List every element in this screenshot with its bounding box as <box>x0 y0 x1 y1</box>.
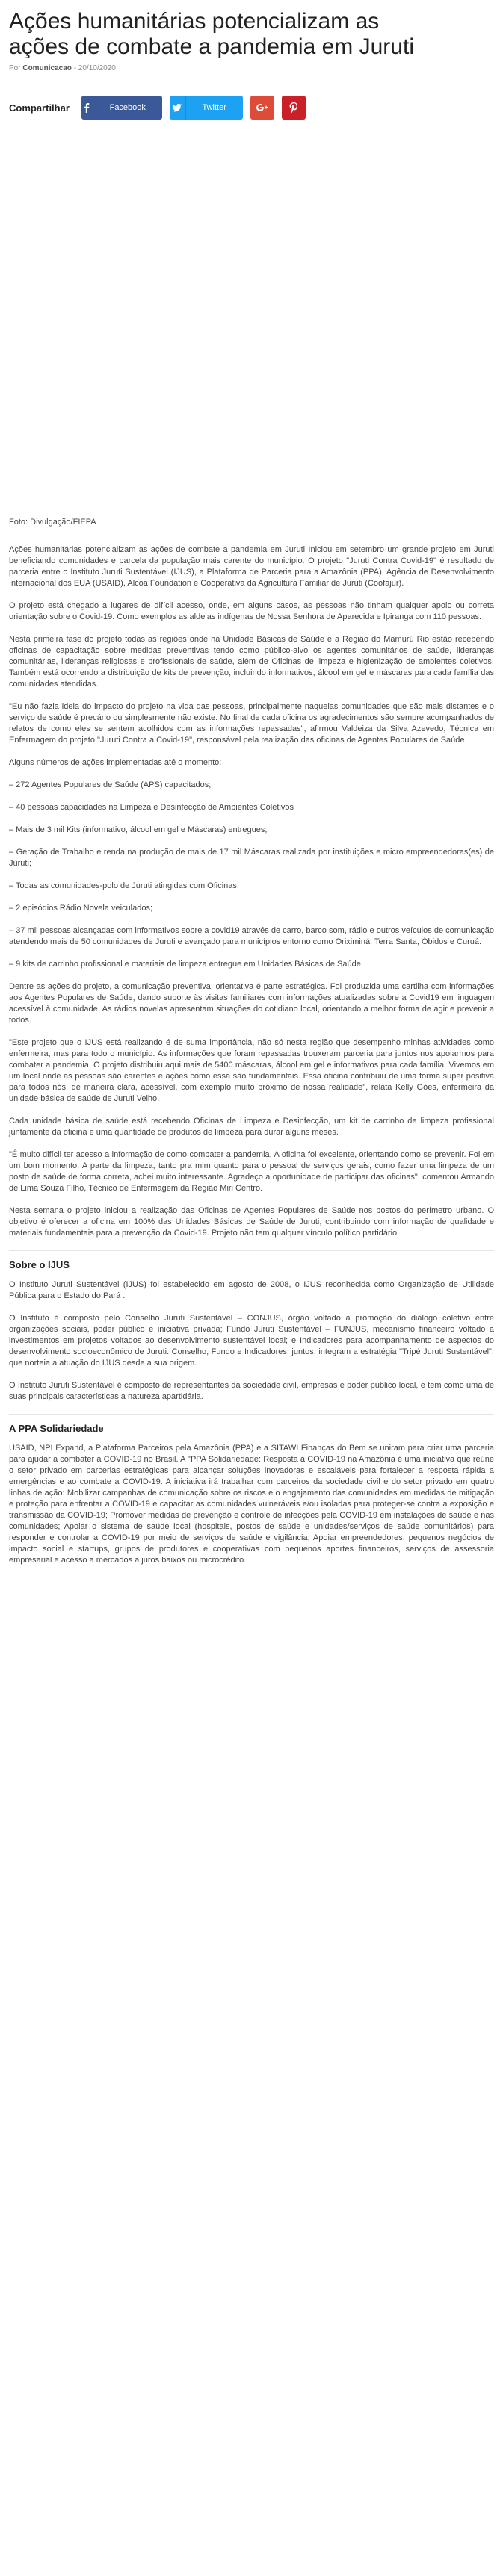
author-link[interactable]: Comunicacao <box>22 64 72 72</box>
publish-date: - 20/10/2020 <box>73 64 116 72</box>
pinterest-share-button[interactable] <box>282 96 306 120</box>
photo-caption: Foto: Divulgação/FIEPA <box>9 518 96 527</box>
paragraph: O Instituto Juruti Sustentável é composto de representantes da sociedade civil, empresas e poder público local, e tem como uma de suas principais características a natureza apartidária. <box>9 1381 494 1401</box>
twitter-share-button[interactable] <box>170 96 243 120</box>
section-divider <box>9 1414 494 1415</box>
article-meta <box>9 64 494 78</box>
paragraph: Dentre as ações do projeto, a comunicação preventiva, orientativa é parte estratégica. Foi produzida uma cartilha com informações aos Agentes Populares de Saúde, dando suporte às visitas familiares com informações atualizadas sobre a Covid19 em linguagem acessível à comunidade. As rádios novelas apresentam situações do cotidiano local, orientando a melhor forma de agir e prevenir a todos. <box>9 982 494 1025</box>
paragraph: Ações humanitárias potencializam as ações de combate a pandemia em Juruti Iniciou em setembro um grande projeto em Juruti beneficiando comunidades e parcela da população mais carente do município. O projeto "Juruti Contra Covid-19" é resultado de parceria entre o Instituto Juruti Sustentável (IJUS), a Plataforma de Parceria para a Amazônia (PPA), Agência de Desenvolvimento Internacional dos EUA (USAID), Alcoa Foundation e Cooperativa da Agricultura Familiar de Juruti (Coofajur). <box>9 545 494 588</box>
paragraph: "Este projeto que o IJUS está realizando é de suma importância, não só nesta região que desempenho minhas atividades como enfermeira, mas para todo o município. As informações que foram repassadas trouxeram parceria para juntos nos apoiarmos para combater a pandemia. O projeto distribuiu aqui mais de 5400 máscaras, álcool em gel e informativos para cada família. Vivemos em um local onde as pessoas são carentes e ações como essa são fundamentais. Essa oficina contribuiu de uma forma super positiva para todos nós, de maneira clara, acessível, com exemplo muito próximo de nossa realidade", relata Kelly Góes, enfermeira da unidade básica de saúde de Juruti Velho. <box>9 1038 494 1103</box>
list-item: – 272 Agentes Populares de Saúde (APS) capacitados; <box>9 780 212 789</box>
article-title: Ações humanitárias potencializam as ações de combate a pandemia em Juruti <box>9 9 414 59</box>
paragraph: O Instituto é composto pelo Conselho Juruti Sustentável – CONJUS, órgão voltado à promoção do diálogo coletivo entre organizações sociais, poder público e iniciativa privada; Fundo Juruti Sustentável – FUNJUS, mecanismo financeiro voltado a investimentos em projetos voltados ao desenvolvimento sustentável local; e Indicadores para acompanhamento de aspectos do desenvolvimento socioeconômico de Juruti. Conselho, Fundo e Indicadores, juntos, integram a estratégia "Tripé Juruti Sustentável", que norteia a atuação do IJUS desde a sua origem. <box>9 1314 494 1368</box>
list-item: – 37 mil pessoas alcançadas com informativos sobre a covid19 através de carro, barco som, rádio e outros veículos de comunicação atendendo mais de 50 comunidades de Juruti e avançado para municípios entorno como Oriximiná, Terra Santa, Óbidos e Curuá. <box>9 926 494 946</box>
list-item: – 2 episódios Rádio Novela veiculados; <box>9 904 153 913</box>
twitter-icon <box>170 96 186 120</box>
facebook-icon <box>81 96 93 120</box>
list-item: – 40 pessoas capacidades na Limpeza e Desinfecção de Ambientes Coletivos <box>9 803 294 812</box>
google-plus-icon <box>250 96 274 120</box>
section-heading-ppa: A PPA Solidariedade <box>9 1423 104 1434</box>
paragraph: "É muito difícil ter acesso a informação de como combater a pandemia. A oficina foi excelente, orientando como se prevenir. Foi em um bom momento. A parte da limpeza, tanto pra mim quanto para o pessoal de serviços gerais, como fazer uma limpeza de um posto de saúde de forma correta, achei muito interessante. Agradeço a oportunidade de participar das oficinas", comentou Armando de Lima Souza Filho, Técnico de Enfermagem da Região Miri Centro. <box>9 1150 494 1193</box>
section-divider <box>9 1250 494 1251</box>
paragraph: O projeto está chegado a lugares de difícil acesso, onde, em alguns casos, as pessoas não tinham qualquer apoio ou correta orientação sobre o Covid-19. Como exemplos as aldeias indígenas de Nossa Senhora de Aparecida e Ipiranga com 110 pessoas. <box>9 601 494 621</box>
list-item: – Geração de Trabalho e renda na produção de mais de 17 mil Máscaras realizada por instituições e micro empreendedoras(es) de Juruti; <box>9 848 494 868</box>
section-heading-ijus: Sobre o IJUS <box>9 1259 70 1270</box>
list-item: – Todas as comunidades-polo de Juruti atingidas com Oficinas; <box>9 881 239 890</box>
paragraph: USAID, NPI Expand, a Plataforma Parceiros pela Amazônia (PPA) e a SITAWI Finanças do Bem se uniram para criar uma parceria para ajudar a combater a COVID-19 no Brasil. A "PPA Solidariedade: Resposta à COVID-19 na Amazônia é uma iniciativa que reúne o setor privado em parcerias estratégicas para alcançar soluções inovadoras e escaláveis para fortalecer a resposta rápida a emergências e ao combate a COVID-19. A iniciativa irá trabalhar com parceiros da sociedade civil e do setor privado em quatro linhas de ação: Mobilizar campanhas de comunicação sobre os riscos e o engajamento das comunidades em medidas de mitigação e proteção para enfrentar a COVID-19 e capacitar as comunidades vulneráveis e/ou isoladas para proteger-se contra a exposição e transmissão da COVID-19; Promover medidas de prevenção e controle de infecções pela COVID-19 em instalações de saúde e nas comunidades; Apoiar o sistema de saúde local (hospitais, postos de saúde e unidades/serviços de saúde comunitários) para responder e controlar a COVID-19 por meio de serviços de saúde e vigilância; Apoiar empreendedores, pequenos negócios de impacto social e startups, grupos de produtores e cooperativas com pequenos aportes financeiros, serviços de assessoria empresarial e acesso a mercados a juros baixos ou microcrédito. <box>9 1444 494 1565</box>
paragraph: "Eu não fazia ideia do impacto do projeto na vida das pessoas, principalmente naquelas comunidades que são mais distantes e o serviço de saúde é precário ou simplesmente não existe. No final de cada oficina os agradecimentos são sempre acompanhados de relatos de como eles se sentem acolhidos com as informações repassadas", afirmou Valdeiza da Silva Azevedo, Técnica em Enfermagem do projeto "Juruti Contra a Covid-19", responsável pela realização das oficinas de Agentes Populares de Saúde. <box>9 702 494 745</box>
facebook-share-label: Facebook <box>109 103 146 112</box>
paragraph: Nesta primeira fase do projeto todas as regiões onde há Unidade Básicas de Saúde e a Região do Mamurú Rio estão recebendo oficinas de capacitação sobre medidas preventivas tendo como público-alvo os agentes comunitários de saúde, lideranças comunitárias, lideranças religiosas e profissionais de saúde, além de Oficinas de limpeza e higienização de ambientes coletivos. Também está ocorrendo a distribuição de kits de prevenção, incluindo informativos, álcool em gel e máscaras para cada família das comunidades atendidas. <box>9 635 494 689</box>
share-label: Compartilhar <box>9 102 70 114</box>
list-item: – 9 kits de carrinho profissional e materiais de limpeza entregue em Unidades Básicas de Saúde. <box>9 960 363 969</box>
paragraph: Nesta semana o projeto iniciou a realização das Oficinas de Agentes Populares de Saúde nos postos do perímetro urbano. O objetivo é oferecer a oficina em 100% das Unidades Básicas de Saúde de Juruti, contribuindo com informação de qualidade e materiais fundamentais para a prevenção da Covid-19. Projeto não tem qualquer vínculo político partidário. <box>9 1206 494 1238</box>
pinterest-icon <box>282 96 306 120</box>
facebook-share-button[interactable] <box>81 96 162 120</box>
list-item: – Mais de 3 mil Kits (informativo, álcool em gel e Máscaras) entregues; <box>9 825 268 834</box>
share-bar <box>9 87 494 128</box>
featured-image-area <box>9 128 494 517</box>
paragraph: Alguns números de ações implementadas até o momento: <box>9 758 222 767</box>
twitter-share-label: Twitter <box>202 103 226 112</box>
meta-prefix: Por <box>9 64 21 72</box>
google-plus-share-button[interactable] <box>250 96 274 120</box>
article-body <box>9 517 494 1566</box>
paragraph: O Instituto Juruti Sustentável (IJUS) foi estabelecido em agosto de 2008, o IJUS reconhecida como Organização de Utilidade Pública para o Estado do Pará . <box>9 1280 494 1300</box>
paragraph: Cada unidade básica de saúde está recebendo Oficinas de Limpeza e Desinfecção, um kit de carrinho de limpeza profissional juntamente da oficina e uma quantidade de produtos de limpeza para durar alguns meses. <box>9 1117 494 1137</box>
